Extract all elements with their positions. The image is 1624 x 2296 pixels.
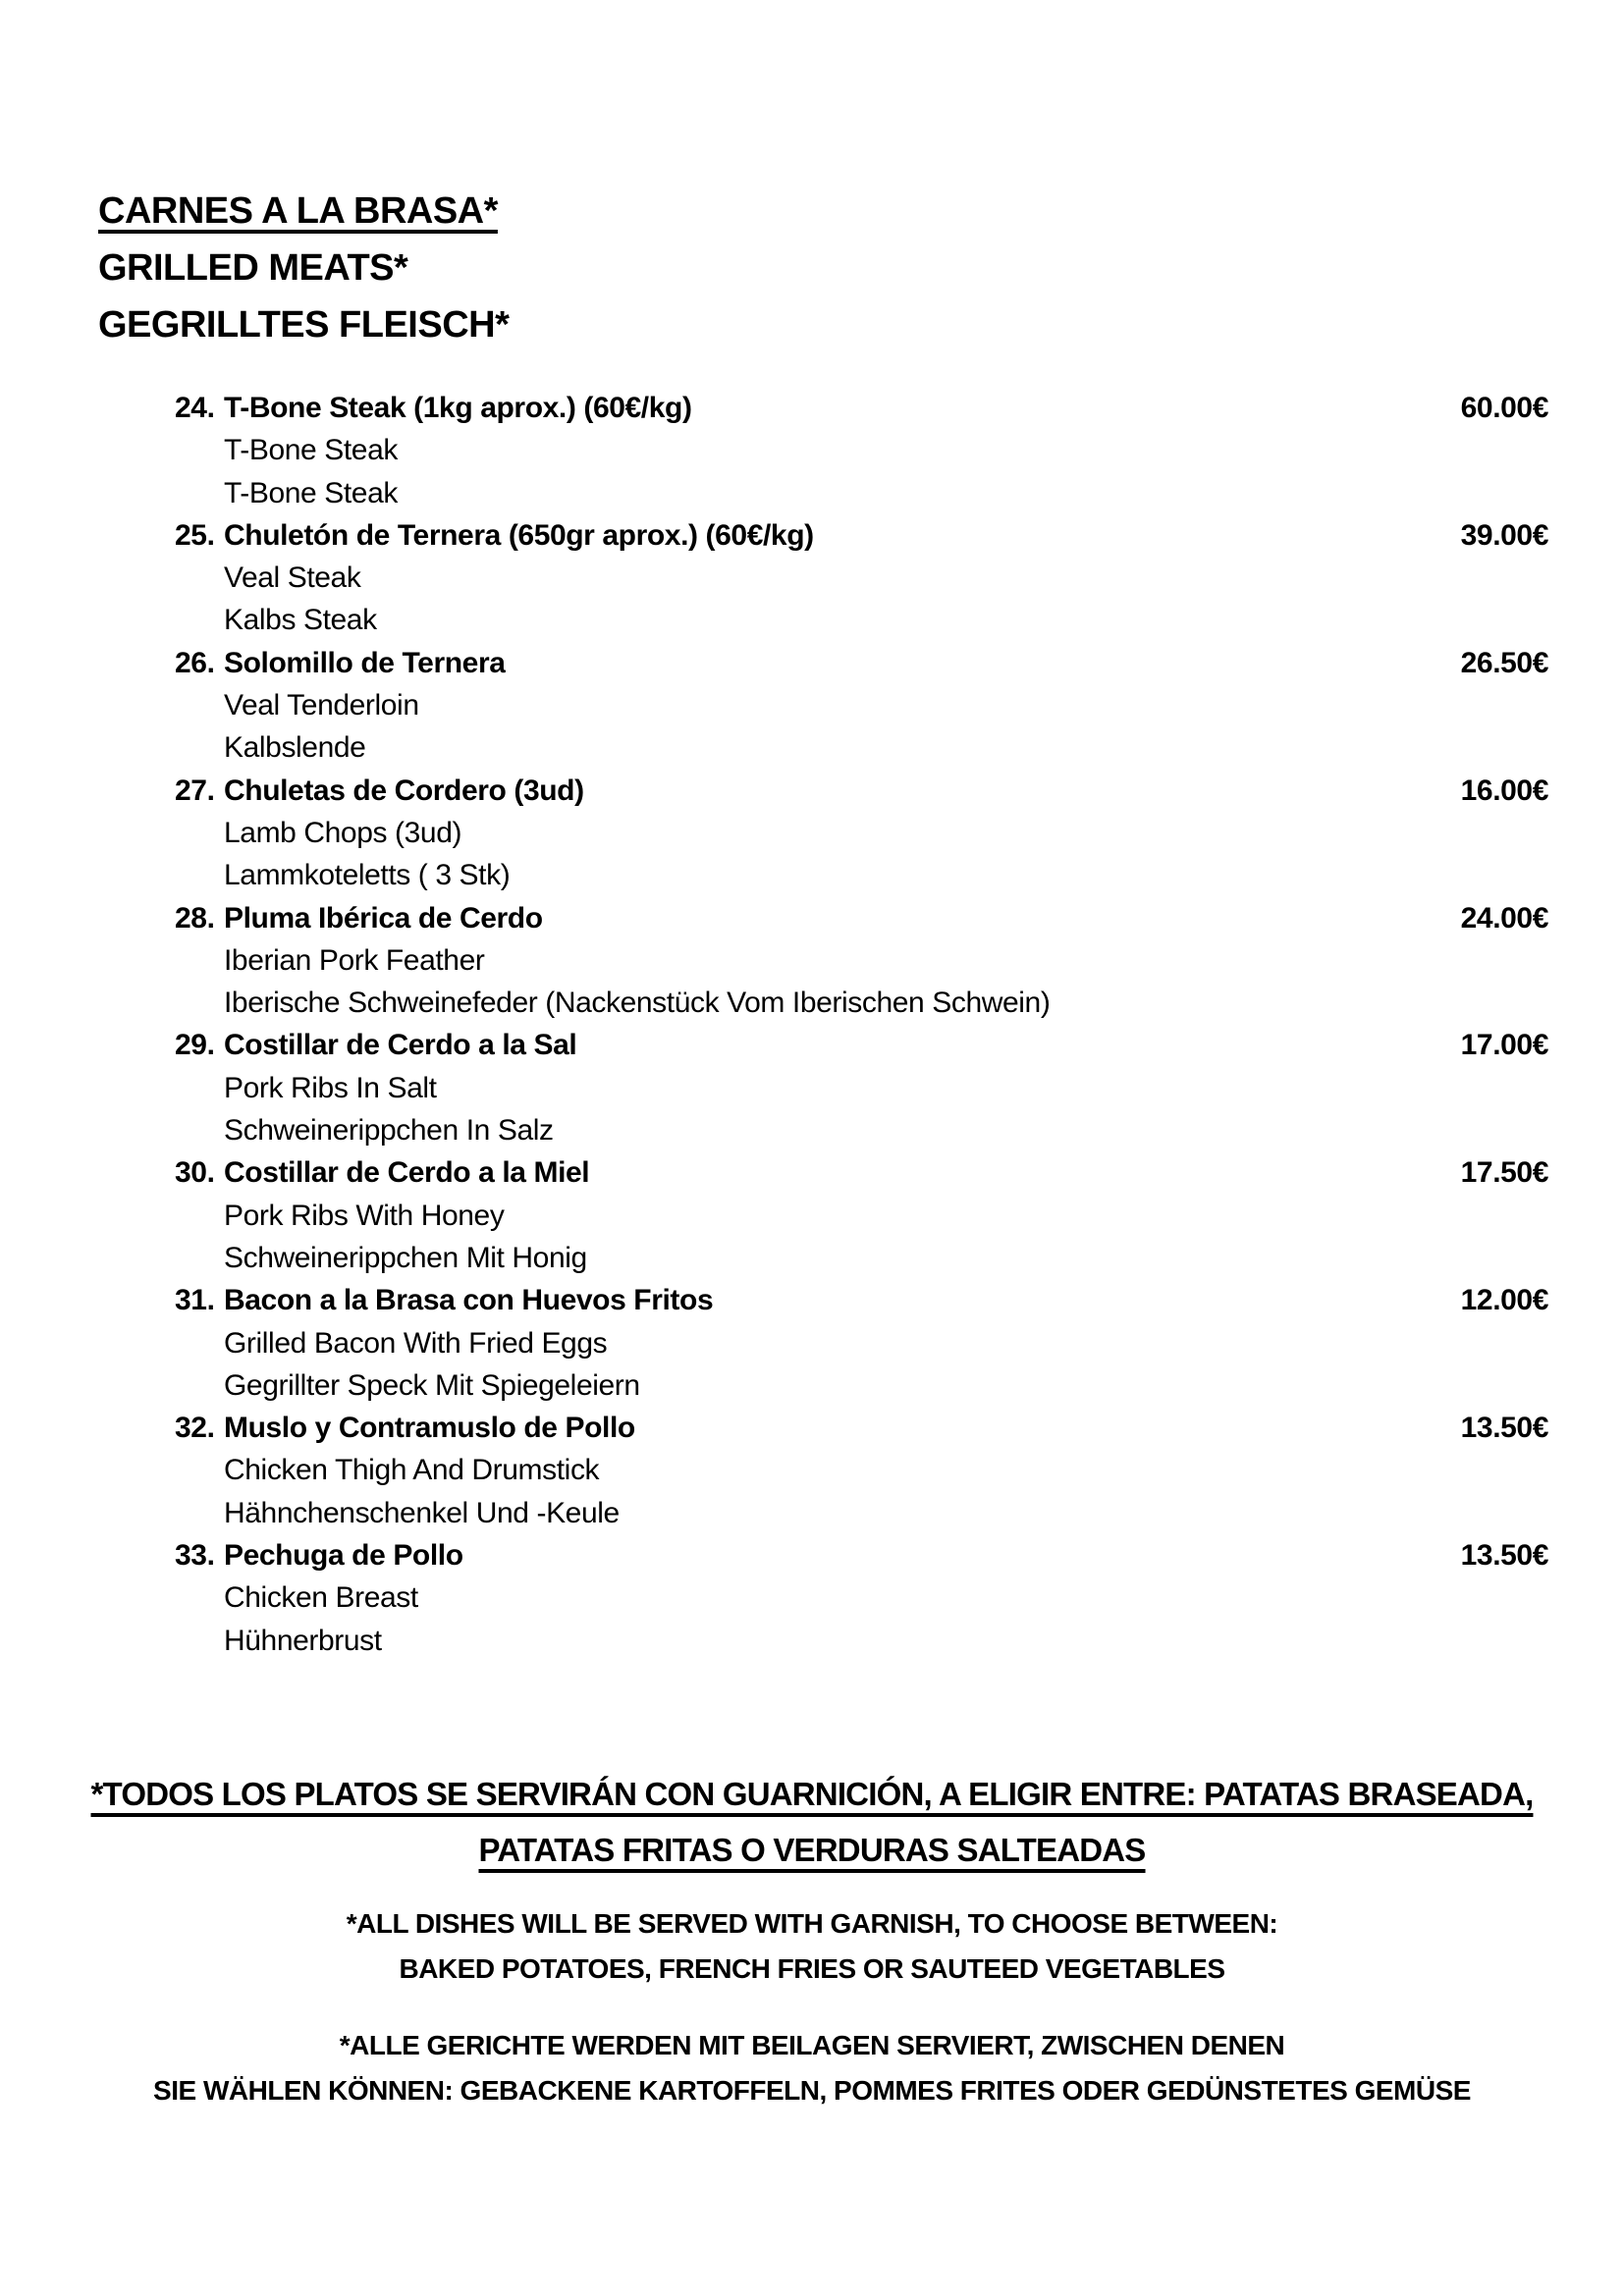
section-headings <box>0 0 1624 353</box>
section-title-es-text: CARNES A LA BRASA* <box>98 190 498 232</box>
garnish-note-es-line1-text: *TODOS LOS PLATOS SE SERVIRÁN CON GUARNICIÓN, A ELIGIR ENTRE: PATATAS BRASEADA, <box>90 1775 1534 1812</box>
item-translation-de: Hühnerbrust <box>224 1624 382 1657</box>
item-number: 31. <box>175 1284 215 1317</box>
item-name-es: Chuletas de Cordero (3ud) <box>224 774 584 807</box>
garnish-note-en-line1: *ALL DISHES WILL BE SERVED WITH GARNISH, TO CHOOSE BETWEEN: <box>346 1907 1278 1939</box>
item-head <box>175 1534 1548 1576</box>
item-number: 27. <box>175 774 215 807</box>
menu-item-33 <box>175 1534 1548 1662</box>
item-number: 33. <box>175 1539 215 1573</box>
item-translation-en: Lamb Chops (3ud) <box>224 816 462 849</box>
menu-item-32 <box>175 1407 1548 1534</box>
item-translation-en: Veal Tenderloin <box>224 689 419 722</box>
garnish-note-de-line1: *ALLE GERICHTE WERDEN MIT BEILAGEN SERVIERT, ZWISCHEN DENEN <box>339 2029 1285 2060</box>
item-head <box>175 514 1548 557</box>
item-translation-de: T-Bone Steak <box>224 476 398 509</box>
section-title-de: GEGRILLTES FLEISCH* <box>98 304 510 346</box>
item-name-es: Pluma Ibérica de Cerdo <box>224 901 543 934</box>
garnish-note-en-line2: BAKED POTATOES, FRENCH FRIES OR SAUTEED VEGETABLES <box>399 1952 1225 1984</box>
item-translation-de: Hähnchenschenkel Und -Keule <box>224 1496 620 1529</box>
item-head <box>175 1024 1548 1066</box>
item-translation-de: Schweinerippchen Mit Honig <box>224 1241 587 1274</box>
item-name-es: Costillar de Cerdo a la Sal <box>224 1029 577 1062</box>
item-number: 26. <box>175 646 215 679</box>
item-head <box>175 642 1548 684</box>
item-name-es: Costillar de Cerdo a la Miel <box>224 1156 590 1190</box>
menu-item-31 <box>175 1279 1548 1407</box>
menu-item-29 <box>175 1024 1548 1151</box>
item-price: 13.50€ <box>1460 1412 1548 1445</box>
item-price: 17.00€ <box>1460 1029 1548 1062</box>
item-head <box>175 387 1548 429</box>
item-translation-en: T-Bone Steak <box>224 434 398 467</box>
item-price: 16.00€ <box>1460 774 1548 807</box>
item-number: 25. <box>175 518 215 552</box>
item-translation-en: Veal Steak <box>224 561 361 595</box>
item-translation-de: Gegrillter Speck Mit Spiegeleiern <box>224 1368 640 1402</box>
item-translation-de: Kalbs Steak <box>224 604 377 637</box>
item-translation-en: Pork Ribs With Honey <box>224 1199 505 1232</box>
item-translation-de: Lammkoteletts ( 3 Stk) <box>224 859 511 892</box>
item-translation-de: Kalbslende <box>224 731 366 765</box>
item-translation-en: Grilled Bacon With Fried Eggs <box>224 1326 608 1360</box>
menu-item-27 <box>175 770 1548 897</box>
item-translation-en: Chicken Thigh And Drumstick <box>224 1454 600 1487</box>
item-price: 39.00€ <box>1460 518 1548 552</box>
item-number: 29. <box>175 1029 215 1062</box>
item-name-es: Pechuga de Pollo <box>224 1539 463 1573</box>
item-translation-de: Iberische Schweinefeder (Nackenstück Vom Iberischen Schwein) <box>224 987 1051 1020</box>
section-title-en: GRILLED MEATS* <box>98 247 408 289</box>
section-title-es <box>98 183 1624 240</box>
item-name-es: T-Bone Steak (1kg aprox.) (60€/kg) <box>224 392 692 424</box>
menu-item-28 <box>175 897 1548 1025</box>
garnish-note-de <box>0 2023 1624 2113</box>
item-number: 32. <box>175 1412 215 1445</box>
item-name-es: Solomillo de Ternera <box>224 646 506 679</box>
garnish-note-es-line2-text: PATATAS FRITAS O VERDURAS SALTEADAS <box>478 1831 1146 1868</box>
menu-item-list <box>0 387 1624 1662</box>
garnish-note-es-line1 <box>0 1766 1624 1822</box>
item-head <box>175 1407 1548 1449</box>
menu-item-30 <box>175 1151 1548 1279</box>
item-translation-en: Chicken Breast <box>224 1581 418 1615</box>
item-price: 24.00€ <box>1460 901 1548 934</box>
item-name-es: Bacon a la Brasa con Huevos Fritos <box>224 1284 714 1317</box>
item-price: 60.00€ <box>1460 392 1548 424</box>
garnish-note-en <box>0 1901 1624 1992</box>
item-head <box>175 1279 1548 1321</box>
item-name-es: Muslo y Contramuslo de Pollo <box>224 1412 635 1445</box>
item-price: 13.50€ <box>1460 1539 1548 1573</box>
menu-item-25 <box>175 514 1548 642</box>
item-head <box>175 897 1548 939</box>
menu-item-26 <box>175 642 1548 770</box>
item-number: 28. <box>175 901 215 934</box>
garnish-note-de-line2: SIE WÄHLEN KÖNNEN: GEBACKENE KARTOFFELN, POMMES FRITES ODER GEDÜNSTETES GEMÜSE <box>153 2074 1471 2106</box>
item-translation-en: Iberian Pork Feather <box>224 943 485 977</box>
item-translation-de: Schweinerippchen In Salz <box>224 1114 554 1148</box>
garnish-notes <box>0 1766 1624 2113</box>
item-price: 12.00€ <box>1460 1284 1548 1317</box>
garnish-note-es <box>0 1766 1624 1878</box>
item-number: 30. <box>175 1156 215 1190</box>
item-head <box>175 1151 1548 1194</box>
item-name-es: Chuletón de Ternera (650gr aprox.) (60€/kg) <box>224 518 814 552</box>
item-number: 24. <box>175 392 215 424</box>
menu-item-24 <box>175 387 1548 514</box>
garnish-note-es-line2 <box>0 1822 1624 1878</box>
item-price: 17.50€ <box>1460 1156 1548 1190</box>
item-translation-en: Pork Ribs In Salt <box>224 1071 437 1104</box>
item-price: 26.50€ <box>1460 646 1548 679</box>
item-head <box>175 770 1548 812</box>
